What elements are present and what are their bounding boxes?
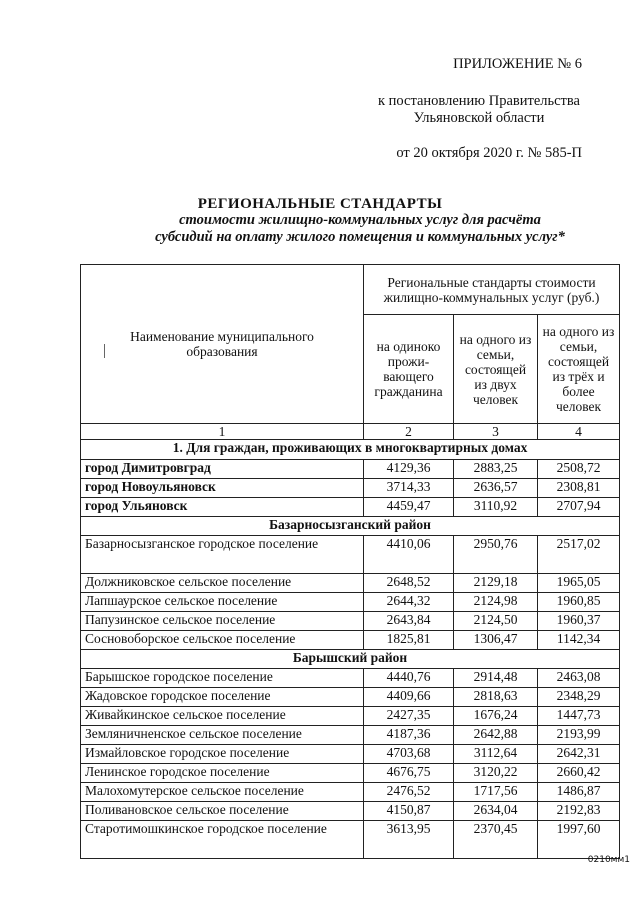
standard-value: 2124,98 <box>454 593 538 612</box>
municipality-name: Живайкинское сельское поселение <box>81 707 364 726</box>
table-row <box>81 574 620 593</box>
standard-value: 2660,42 <box>538 764 620 783</box>
municipality-name: Барышское городское поселение <box>81 669 364 688</box>
header-name-column: Наименование муниципального образования <box>81 265 364 424</box>
standard-value: 3120,22 <box>454 764 538 783</box>
standard-value: 1960,37 <box>538 612 620 631</box>
standard-value: 4129,36 <box>364 460 454 479</box>
standard-value: 4409,66 <box>364 688 454 707</box>
table-row <box>81 536 620 574</box>
municipality-name: город Ульяновск <box>81 498 364 517</box>
header-standards-group: Региональные стандарты стоимости жилищно-коммунальных услуг (руб.) <box>364 265 620 315</box>
table-row <box>81 745 620 764</box>
table-row <box>81 460 620 479</box>
table-row <box>81 593 620 612</box>
standard-value: 1825,81 <box>364 631 454 650</box>
standard-value: 1965,05 <box>538 574 620 593</box>
standard-value: 2476,52 <box>364 783 454 802</box>
table-row <box>81 688 620 707</box>
column-number: 1 <box>81 424 364 440</box>
standard-value: 1142,34 <box>538 631 620 650</box>
standard-value: 3112,64 <box>454 745 538 764</box>
standard-value: 4187,36 <box>364 726 454 745</box>
municipality-name: Лапшаурское сельское поселение <box>81 593 364 612</box>
table-row <box>81 764 620 783</box>
standard-value: 2129,18 <box>454 574 538 593</box>
standard-value: 2308,81 <box>538 479 620 498</box>
column-number: 2 <box>364 424 454 440</box>
standard-value: 4676,75 <box>364 764 454 783</box>
table-row <box>81 821 620 859</box>
document-title: РЕГИОНАЛЬНЫЕ СТАНДАРТЫ <box>197 196 443 212</box>
municipality-name: Сосновоборское сельское поселение <box>81 631 364 650</box>
standard-value: 2427,35 <box>364 707 454 726</box>
standard-value: 2642,31 <box>538 745 620 764</box>
standard-value: 2193,99 <box>538 726 620 745</box>
standard-value: 1306,47 <box>454 631 538 650</box>
standard-value: 1676,24 <box>454 707 538 726</box>
municipality-name: Базарносызганское городское поселение <box>81 536 364 574</box>
header-three-plus: на одного из семьи, состоящей из трёх и более человек <box>538 315 620 424</box>
standard-value: 2634,04 <box>454 802 538 821</box>
standard-value: 2914,48 <box>454 669 538 688</box>
table-row <box>81 669 620 688</box>
municipality-name: Малохомутерское сельское поселение <box>81 783 364 802</box>
standard-value: 2818,63 <box>454 688 538 707</box>
municipality-name: Старотимошкинское городское поселение <box>81 821 364 859</box>
table-row <box>81 612 620 631</box>
standard-value: 1997,60 <box>538 821 620 859</box>
municipality-name: Жадовское городское поселение <box>81 688 364 707</box>
subtitle-line-1: стоимости жилищно-коммунальных услуг для расчёта <box>179 212 541 228</box>
decree-line-2: Ульяновской области <box>413 110 545 126</box>
standard-value: 3613,95 <box>364 821 454 859</box>
table-row <box>81 707 620 726</box>
table-row <box>81 498 620 517</box>
municipality-name: Ленинское городское поселение <box>81 764 364 783</box>
standard-value: 4150,87 <box>364 802 454 821</box>
standard-value: 2508,72 <box>538 460 620 479</box>
standard-value: 4410,06 <box>364 536 454 574</box>
municipality-name: Должниковское сельское поселение <box>81 574 364 593</box>
column-number: 3 <box>454 424 538 440</box>
municipality-name: Измайловское городское поселение <box>81 745 364 764</box>
standard-value: 3110,92 <box>454 498 538 517</box>
municipality-name: город Димитровград <box>81 460 364 479</box>
section-heading: 1. Для граждан, проживающих в многоквартирных домах <box>81 440 620 460</box>
district-heading: Барышский район <box>81 650 620 669</box>
table-row <box>81 783 620 802</box>
standard-value: 1717,56 <box>454 783 538 802</box>
standard-value: 2644,32 <box>364 593 454 612</box>
subtitle-line-2: субсидий на оплату жилого помещения и коммунальных услуг* <box>155 229 565 245</box>
standard-value: 1486,87 <box>538 783 620 802</box>
column-number: 4 <box>538 424 620 440</box>
standard-value: 2636,57 <box>454 479 538 498</box>
municipality-name: город Новоульяновск <box>81 479 364 498</box>
standard-value: 2707,94 <box>538 498 620 517</box>
footer-code: 0210мм1 <box>587 855 630 865</box>
standard-value: 1960,85 <box>538 593 620 612</box>
standard-value: 4440,76 <box>364 669 454 688</box>
municipality-name: Поливановское сельское поселение <box>81 802 364 821</box>
standard-value: 2883,25 <box>454 460 538 479</box>
standard-value: 2643,84 <box>364 612 454 631</box>
table-row <box>81 726 620 745</box>
standard-value: 4703,68 <box>364 745 454 764</box>
standard-value: 2192,83 <box>538 802 620 821</box>
district-heading: Базарносызганский район <box>81 517 620 536</box>
standards-table <box>80 264 620 859</box>
table-row <box>81 802 620 821</box>
standard-value: 2517,02 <box>538 536 620 574</box>
standard-value: 2463,08 <box>538 669 620 688</box>
standard-value: 2950,76 <box>454 536 538 574</box>
document-subtitle <box>100 212 620 246</box>
standard-value: 2370,45 <box>454 821 538 859</box>
decree-line-1: к постановлению Правительства <box>378 93 580 109</box>
standard-value: 3714,33 <box>364 479 454 498</box>
standard-value: 2124,50 <box>454 612 538 631</box>
municipality-name: Папузинское сельское поселение <box>81 612 364 631</box>
header-two-person: на одного из семьи, состоящей из двух человек <box>454 315 538 424</box>
appendix-label: ПРИЛОЖЕНИЕ № 6 <box>453 56 582 72</box>
decree-date: от 20 октября 2020 г. № 585-П <box>396 145 582 161</box>
standard-value: 4459,47 <box>364 498 454 517</box>
standard-value: 2648,52 <box>364 574 454 593</box>
municipality-name: Земляничненское сельское поселение <box>81 726 364 745</box>
header-single-person: на одиноко прожи-вающего гражданина <box>364 315 454 424</box>
standard-value: 1447,73 <box>538 707 620 726</box>
standard-value: 2642,88 <box>454 726 538 745</box>
table-row <box>81 631 620 650</box>
decree-reference <box>378 93 580 127</box>
table-row <box>81 479 620 498</box>
standard-value: 2348,29 <box>538 688 620 707</box>
